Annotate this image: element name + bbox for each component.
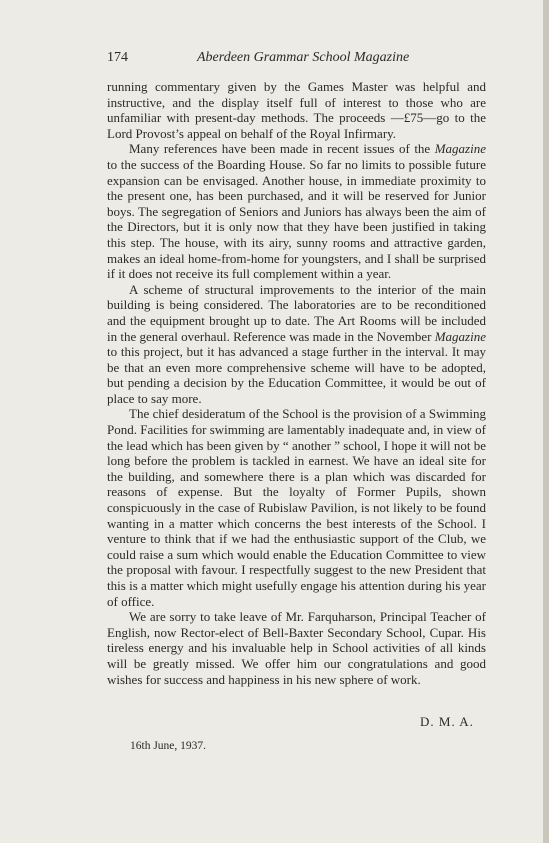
paragraph-structural-improvements: A scheme of structural improvements to the interior of the main building is being considered. The laboratories are to be reconditioned and the equipment brought up to date. The Art Rooms will be included in the general overhaul. Reference was made in the November Magazine to this project, but it has advanced a stage further in the interval. It may be that an even more comprehensive scheme will have to be adopted, but pending a decision by the Education Committee, it would be out of place to say more. <box>107 281 486 406</box>
magazine-title-italic: Magazine <box>434 141 486 157</box>
page-header <box>107 50 487 68</box>
article-body <box>107 79 486 687</box>
paragraph-swimming-pond: The chief desideratum of the School is the provision of a Swimming Pond. Facilities for swimming are lamentably inadequate and, in view of the lead which has been given by “ another ” school, I hope it will not be long before the problem is tackled in earnest. We have an ideal site for the building, and somewhere there is a plan which was discarded for reasons of expense. But the loyalty of Former Pupils, shown conspicuously in the case of Rubislaw Pavilion, is not likely to be found wanting in a matter which concerns the best interests of the School. I venture to think that if we had the enthusiastic support of the Club, we could raise a sum which would enable the Education Committee to view the proposal with favour. I respectfully suggest to the new President that this is a matter which might usefully engage his attention during his year of office. <box>107 406 486 609</box>
magazine-title-italic: Magazine <box>434 328 486 344</box>
paragraph-games-display: running commentary given by the Games Master was helpful and instructive, and the display itself full of interest to those who are unfamiliar with present-day methods. The proceeds —£75—go to the Lord Provost’s appeal on behalf of the Royal Infirmary. <box>107 79 486 141</box>
paragraph-boarding-house: Many references have been made in recent issues of the Magazine to the success of the Boarding House. So far no limits to possible future expansion can be envisaged. Another house, in immediate proximity to the present one, has been purchased, and it will be reserved for Junior boys. The segregation of Seniors and Juniors has always been the aim of the Directors, but it is only now that they have been justified in taking this step. The house, with its airy, sunny rooms and attractive garden, makes an ideal home-from-home for youngsters, and I shall be surprised if it does not receive its full complement within a year. <box>107 141 486 282</box>
author-signature: D. M. A. <box>420 714 474 729</box>
dateline: 16th June, 1937. <box>130 740 207 752</box>
page-number: 174 <box>107 50 128 65</box>
paragraph-farewell-farquharson: We are sorry to take leave of Mr. Farquharson, Principal Teacher of English, now Rector-elect of Bell-Baxter Secondary School, Cupar. His tireless energy and his invaluable help in School activities of all kinds will be greatly missed. We offer him our congratulations and good wishes for success and happiness in his new sphere of work. <box>107 609 486 687</box>
running-head-title: Aberdeen Grammar School Magazine <box>197 50 410 65</box>
